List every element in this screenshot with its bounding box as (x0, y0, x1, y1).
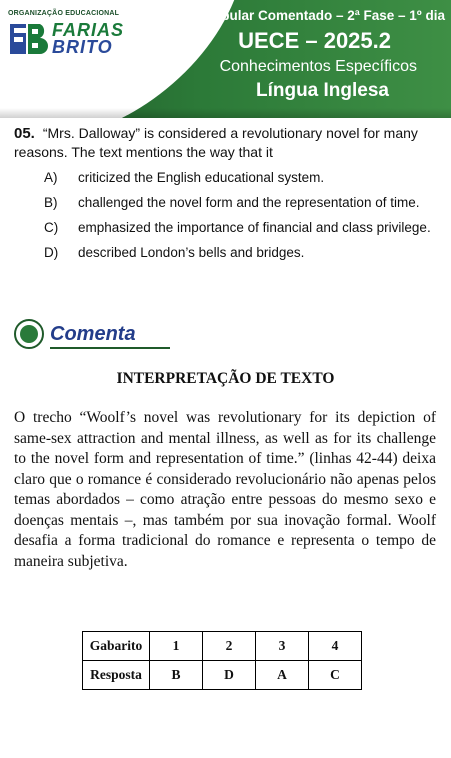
option-d (44, 243, 436, 262)
option-text: emphasized the importance of financial and class privilege. (78, 220, 431, 235)
question-number: 05. (14, 125, 35, 142)
exam-subtitle: Conhecimentos Específicos (219, 58, 417, 75)
option-letter: C) (44, 220, 59, 235)
option-text: described London’s bells and bridges. (78, 245, 305, 260)
option-c (44, 218, 436, 237)
page-header (0, 0, 451, 118)
farias-brito-badge-icon (14, 319, 44, 349)
comenta-heading (14, 319, 194, 351)
option-letter: D) (44, 245, 59, 260)
option-b (44, 193, 436, 212)
option-text: criticized the English educational system. (78, 170, 325, 185)
table-row (83, 661, 362, 690)
question-number-cell: 4 (309, 632, 362, 661)
comment-body: O trecho “Woolf’s novel was revolutionary for its depiction of same-sex attraction and mental illness, as well as for its challenge to the novel form and representation of time.” (linhas 42-44) deixa claro que o romance é considerado revolucionário não apenas pelos temas abordados – como atração entre pessoas do mesmo sexo e doenças mentais –, mas também por sua inovação formal. Woolf desafia a forma tradicional do romance e representa o tempo de maneira subjetiva. (14, 409, 436, 570)
org-label: ORGANIZAÇÃO EDUCACIONAL (8, 10, 120, 17)
comenta-label: Comenta (50, 323, 136, 345)
fb-logo-icon (10, 22, 48, 56)
option-letter: B) (44, 195, 58, 210)
answer-cell: C (309, 661, 362, 690)
answer-cell: B (150, 661, 203, 690)
exam-subject: Língua Inglesa (255, 80, 389, 101)
resposta-label: Resposta (83, 661, 150, 690)
answer-cell: D (203, 661, 256, 690)
option-text: challenged the novel form and the representation of time. (78, 195, 420, 210)
option-a (44, 168, 436, 187)
answer-key-table (82, 631, 362, 690)
answer-options (44, 168, 436, 268)
question-number-cell: 2 (203, 632, 256, 661)
answer-cell: A (256, 661, 309, 690)
header-bottom-shade (0, 108, 451, 118)
question-number-cell: 3 (256, 632, 309, 661)
exam-line: Vestibular Comentado – 2ª Fase – 1º dia (189, 8, 445, 23)
question-number-cell: 1 (150, 632, 203, 661)
brand-name-line1: FARIAS (52, 20, 125, 40)
comment-title: INTERPRETAÇÃO DE TEXTO (116, 370, 335, 387)
exam-title: UECE – 2025.2 (238, 28, 391, 53)
comenta-underline (50, 347, 170, 349)
question-text: “Mrs. Dalloway” is considered a revolutionary novel for many reasons. The text mentions the way that it (14, 125, 418, 160)
gabarito-label: Gabarito (83, 632, 150, 661)
option-letter: A) (44, 170, 58, 185)
table-row (83, 632, 362, 661)
brand-name-line2: BRITO (52, 37, 113, 57)
question-stem (14, 124, 444, 162)
farias-brito-logo (8, 10, 198, 60)
